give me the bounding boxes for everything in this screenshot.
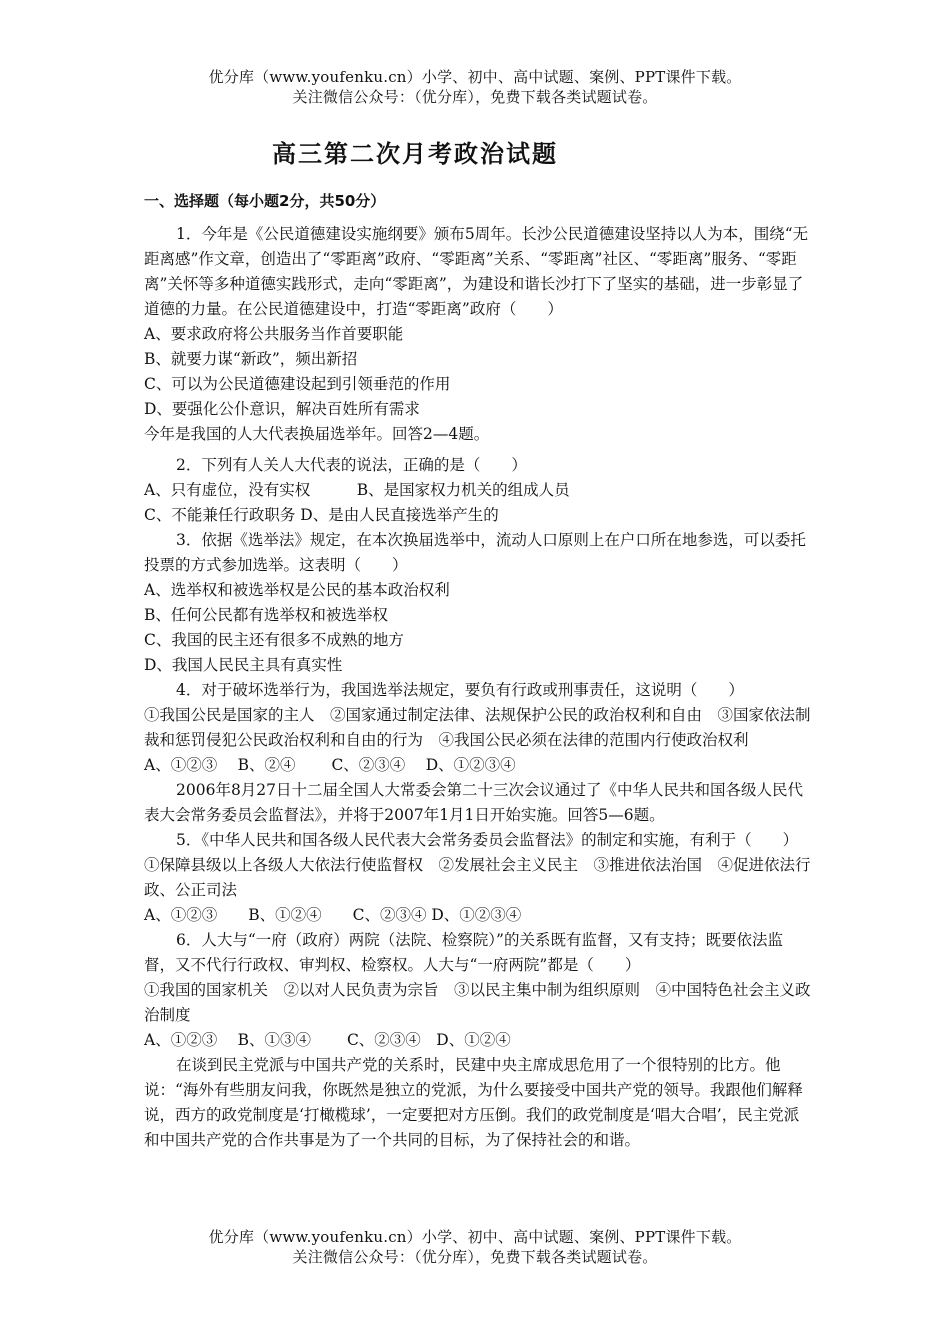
footer-line-2: 关注微信公众号：（优分库），免费下载各类试题试卷。 [292,1248,658,1266]
question-5-items: ①保障县级以上各级人大依法行使监督权 ②发展社会主义民主 ③推进依法治国 ④促进依法行政、公正司法 [144,856,811,899]
question-1-option-c: C、可以为公民道德建设起到引领垂范的作用 [144,375,451,393]
question-3-option-d: D、我国人民民主具有真实性 [144,656,343,674]
question-6-stem: 6．人大与“一府（政府）两院（法院、检察院）”的关系既有监督，又有支持；既要依法监督，又不代行行政权、审判权、检察权。人大与“一府两院”都是（ ） [144,931,783,974]
question-2-options-ab: A、只有虚位，没有实权 B、是国家权力机关的组成人员 [144,481,570,499]
page-title: 高三第二次月考政治试题 [272,139,558,168]
question-1-stem: 1．今年是《公民道德建设实施纲要》颁布5周年。长沙公民道德建设坚持以人为本，围绕“无距离感”作文章，创造出了“零距离”政府、“零距离”关系、“零距离”社区、“零距离”服务、“零距离”关怀等多种道德实践形式，走向“零距离”，为建设和谐长沙打下了坚实的基础，进一步彰显了道德的力量。在公民道德建设中，打造“零距离”政府（ ） [144,225,809,318]
question-3-option-c: C、我国的民主还有很多不成熟的地方 [144,631,404,649]
question-6-items: ①我国的国家机关 ②以对人民负责为宗旨 ③以民主集中制为组织原则 ④中国特色社会主义政治制度 [144,981,811,1024]
footer-line-1: 优分库（www.youfenku.cn）小学、初中、高中试题、案例、PPT课件下载。 [208,1228,742,1246]
question-4-options: A、①②③ B、②④ C、②③④ D、①②③④ [144,756,516,774]
question-4-stem: 4．对于破坏选举行为，我国选举法规定，要负有行政或刑事责任，这说明（ ） [176,681,744,699]
reading-passage: 在谈到民主党派与中国共产党的关系时，民建中央主席成思危用了一个很特别的比方。他说：“海外有些朋友问我，你既然是独立的党派，为什么要接受中国共产党的领导。我跟他们解释说，西方的政党制度是‘打橄榄球’，一定要把对方压倒。我们的政党制度是‘唱大合唱’，民主党派和中国共产党的合作共事是为了一个共同的目标，为了保持社会的和谐。 [144,1056,803,1149]
intro-questions-5-6: 2006年8月27日十二届全国人大常委会第二十三次会议通过了《中华人民共和国各级人民代表大会常务委员会监督法》，并将于2007年1月1日开始实施。回答5—6题。 [144,781,804,824]
question-body [144,222,812,1153]
question-1-option-b: B、就要力谋“新政”，频出新招 [144,350,358,368]
intro-questions-2-4: 今年是我国的人大代表换届选举年。回答2—4题。 [144,425,490,443]
question-2-options-cd: C、不能兼任行政职务 D、是由人民直接选举产生的 [144,506,499,524]
question-2-stem: 2．下列有人关人大代表的说法，正确的是（ ） [176,456,527,474]
question-3-stem: 3．依据《选举法》规定，在本次换届选举中，流动人口原则上在户口所在地参选，可以委托投票的方式参加选举。这表明（ ） [144,531,806,574]
question-1-option-a: A、要求政府将公共服务当作首要职能 [144,325,404,343]
question-3-option-a: A、选举权和被选举权是公民的基本政治权利 [144,581,450,599]
header-line-2: 关注微信公众号：（优分库），免费下载各类试题试卷。 [292,88,658,106]
header-line-1: 优分库（www.youfenku.cn）小学、初中、高中试题、案例、PPT课件下载。 [208,68,742,86]
section-heading: 一、选择题（每小题2分，共50分） [144,192,386,210]
question-5-stem: 5．《中华人民共和国各级人民代表大会常务委员会监督法》的制定和实施，有利于（ ） [176,831,799,849]
question-1-option-d: D、要强化公仆意识，解决百姓所有需求 [144,400,420,418]
question-3-option-b: B、任何公民都有选举权和被选举权 [144,606,388,624]
question-5-options: A、①②③ B、①②④ C、②③④ D、①②③④ [144,906,522,924]
question-4-items: ①我国公民是国家的主人 ②国家通过制定法律、法规保护公民的政治权利和自由 ③国家依法制裁和惩罚侵犯公民政治权利和自由的行为 ④我国公民必须在法律的范围内行使政治权利 [144,706,811,749]
question-6-options: A、①②③ B、①③④ C、②③④ D、①②④ [144,1031,511,1049]
